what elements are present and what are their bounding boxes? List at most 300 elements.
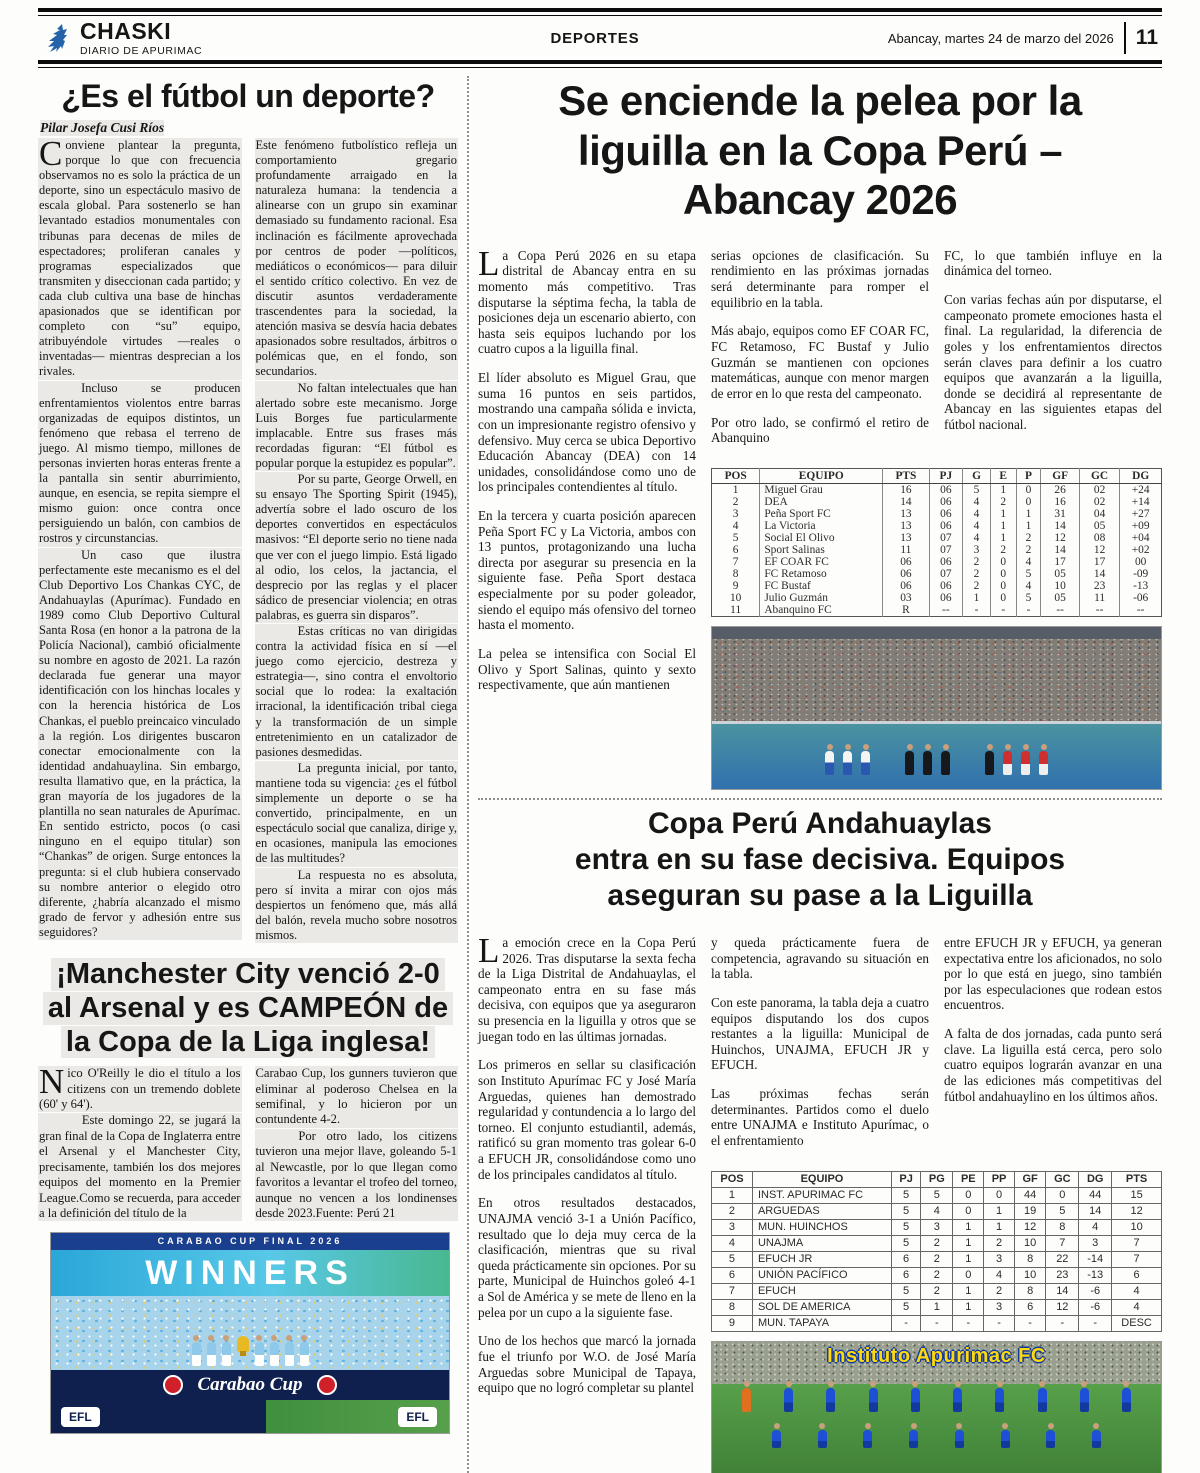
paragraph: Conviene plantear la pregunta, porque lo que con frecuencia observamos no es solo la práctica de un deporte, sino un espectáculo masivo de escala global. Para sostenerlo se han levantado estadios monumentales con tribunas para decenas de miles de espectadores; proliferan canales y programas especializados que transmiten y diseccionan cada partido; y cada club cultiva una base de hinchas apasionados que se identifican por completo con “su” equipo, atribuyéndole virtudes —reales o inventadas— mientras desprecian a los rivales. xyxy=(39,134,241,379)
team-photo xyxy=(711,1341,1162,1473)
player-figure xyxy=(270,1342,279,1366)
paragraph: Más abajo, equipos como EF COAR FC, FC Retamoso, FC Bustaf y Julio Guzmán se mantienen con opciones matemáticas, aunque con menor margen de error en lo que resta del campeonato. xyxy=(711,323,929,401)
cell: 10 xyxy=(1041,580,1080,592)
column-header: POS xyxy=(712,1171,753,1187)
cell: - xyxy=(984,1315,1015,1331)
cell: 8 xyxy=(1014,1283,1045,1299)
header-bottom-rule xyxy=(38,60,1162,68)
paragraph: Incluso se producen enfrentamientos violentos entre barras organizadas de equipos distintos, un fenómeno que rebasa el terreno de juego. Al mismo tiempo, millones de personas invierten horas enteras frente a la pantalla sin sentir aburrimiento, aunque, en esencia, se repita siempre el mismo guion: once contra once persiguiendo un balón, con cambios de rostros y circunstancias. xyxy=(39,380,241,546)
table-row xyxy=(712,520,1162,532)
cell: UNIÓN PACÍFICO xyxy=(752,1267,891,1283)
table-row xyxy=(712,544,1162,556)
carabao-badge-icon xyxy=(163,1375,183,1395)
cell: 44 xyxy=(1079,1187,1112,1203)
cell: 2 xyxy=(984,1283,1015,1299)
winners-banner: WINNERS xyxy=(51,1250,449,1296)
cell: 14 xyxy=(1041,544,1080,556)
player-figure xyxy=(1003,751,1012,775)
cell: Social El Olivo xyxy=(760,532,883,544)
headline-line: Se enciende la pelea por la xyxy=(558,77,1082,124)
cell: 4 xyxy=(732,519,739,532)
article-manchester-city xyxy=(38,958,458,1434)
cell: 5 xyxy=(921,1187,953,1203)
player-figure xyxy=(1092,1430,1101,1448)
goalkeeper-figure xyxy=(742,1388,751,1412)
cell: -13 xyxy=(1120,580,1162,592)
cell: 06 xyxy=(929,508,963,520)
cell: Miguel Grau xyxy=(760,483,883,496)
column-header: GC xyxy=(1046,1171,1079,1187)
player-figure xyxy=(818,1430,827,1448)
cell: 14 xyxy=(883,496,929,508)
cell: 0 xyxy=(1016,496,1041,508)
cell: MUN. HUINCHOS xyxy=(752,1219,891,1235)
paragraph: En la tercera y cuarta posición aparecen Peña Sport FC y La Victoria, ambos con 13 puntos, protagonizando una lucha directa por asegurar su presencia en la siguiente fase. Peña Sport destaca especialmente por su poder goleador, siendo el equipo más ofensivo del torneo hasta el momento. xyxy=(478,508,696,633)
cell: 2 xyxy=(712,1203,753,1219)
cell: 22 xyxy=(1046,1251,1079,1267)
article-copa-peru-andahuaylas xyxy=(478,806,1162,1473)
table-row xyxy=(712,556,1162,568)
cell: 6 xyxy=(891,1251,920,1267)
column-header: GF xyxy=(1014,1171,1045,1187)
cell: 17 xyxy=(1079,556,1119,568)
cell: 7 xyxy=(1046,1235,1079,1251)
player-figure xyxy=(255,1342,264,1366)
cell: - xyxy=(990,604,1016,617)
cell: - xyxy=(921,1315,953,1331)
cell: 06 xyxy=(929,483,963,496)
byline: Pilar Josefa Cusi Ríos xyxy=(40,120,165,135)
cell: 4 xyxy=(1112,1299,1162,1315)
cell: La Victoria xyxy=(760,520,883,532)
cell: 10 xyxy=(1112,1219,1162,1235)
cell: 2 xyxy=(1016,532,1041,544)
player-figure xyxy=(863,1430,872,1448)
cell: 14 xyxy=(1079,1203,1112,1219)
paragraph: La emoción crece en la Copa Perú 2026. Tras disputarse la sexta fecha de la Liga Distrital de Andahuaylas, el campeonato entra en su fase más decisiva, con equipos que ya aseguraron su presencia en la liguilla y otros que se juegan todo en las últimas jornadas. xyxy=(478,931,696,1044)
cell: 3 xyxy=(984,1251,1015,1267)
cell: 7 xyxy=(1112,1251,1162,1267)
cell: 2 xyxy=(963,568,991,580)
cell: 19 xyxy=(1014,1203,1045,1219)
player-figure xyxy=(953,1388,962,1412)
header-divider xyxy=(1124,22,1126,54)
column-header: PP xyxy=(984,1171,1015,1187)
cell: 0 xyxy=(953,1187,984,1203)
cell: 1 xyxy=(921,1299,953,1315)
column-header: PJ xyxy=(891,1171,920,1187)
player-figure xyxy=(1046,1430,1055,1448)
table-row xyxy=(712,1299,1162,1315)
body-column xyxy=(38,1062,242,1222)
article-title xyxy=(478,806,1162,914)
table-row xyxy=(712,604,1162,617)
cell: 4 xyxy=(984,1267,1015,1283)
player-figure xyxy=(192,1342,201,1366)
headline-line: al Arsenal y es CAMPEÓN de xyxy=(43,992,453,1025)
cell: 15 xyxy=(1112,1187,1162,1203)
table-row xyxy=(712,483,1162,496)
column-header: G xyxy=(963,468,991,483)
efl-strip xyxy=(51,1400,449,1434)
section-divider xyxy=(478,798,1162,800)
cell: 06 xyxy=(929,496,963,508)
cell: 5 xyxy=(732,531,739,544)
cell: 0 xyxy=(990,556,1016,568)
cell: 2 xyxy=(921,1283,953,1299)
cell: +09 xyxy=(1120,520,1162,532)
cell: 1 xyxy=(732,483,739,496)
player-figure xyxy=(1080,1388,1089,1412)
cell: 4 xyxy=(921,1203,953,1219)
cell: 12 xyxy=(1014,1219,1045,1235)
cell: 23 xyxy=(1046,1267,1079,1283)
celebrating-players xyxy=(51,1296,449,1370)
column-header: EQUIPO xyxy=(760,468,883,483)
header-top-rule xyxy=(38,8,1162,16)
cell: 2 xyxy=(963,580,991,592)
cell: 4 xyxy=(963,508,991,520)
cell: 9 xyxy=(712,1315,753,1331)
cell: 07 xyxy=(929,568,963,580)
column-header: E xyxy=(990,468,1016,483)
player-figure xyxy=(861,751,870,775)
cell: 4 xyxy=(963,520,991,532)
headline-line: Abancay 2026 xyxy=(682,176,958,224)
player-figure xyxy=(826,1388,835,1412)
column-header: P xyxy=(1016,468,1041,483)
cell: 2 xyxy=(984,1235,1015,1251)
cell: 3 xyxy=(984,1299,1015,1315)
table-row xyxy=(712,1203,1162,1219)
cell: 14 xyxy=(1041,520,1080,532)
paragraph: y queda prácticamente fuera de competencia, agravando su situación en la tabla. xyxy=(711,935,929,982)
cell: Abanquino FC xyxy=(760,604,883,617)
cell: DEA xyxy=(760,496,883,508)
cell: FC Retamoso xyxy=(760,568,883,580)
carabao-cup-photo xyxy=(50,1232,450,1434)
paragraph: serias opciones de clasificación. Su rendimiento en las próximas jornadas será determinante para romper el equilibrio en la tabla. xyxy=(711,247,929,310)
article-copa-peru-abancay xyxy=(478,76,1162,790)
cell: 00 xyxy=(1120,556,1162,568)
cell: 02 xyxy=(1079,483,1119,496)
table-row xyxy=(712,1267,1162,1283)
cell: 5 xyxy=(891,1203,920,1219)
cell: 0 xyxy=(984,1187,1015,1203)
body-column xyxy=(711,235,929,459)
cell: 3 xyxy=(712,1219,753,1235)
trophy-icon xyxy=(237,1336,249,1352)
cell: 0 xyxy=(1046,1187,1079,1203)
cell: 5 xyxy=(1016,568,1041,580)
cell: 12 xyxy=(1112,1203,1162,1219)
cell: 5 xyxy=(712,1251,753,1267)
cell: 0 xyxy=(953,1267,984,1283)
cell: 1 xyxy=(953,1251,984,1267)
cell: 1 xyxy=(1016,508,1041,520)
paragraph: Uno de los hechos que marcó la jornada fue el triunfo por W.O. de José María Arguedas sobre Municipal de Tapaya, equipo que no logró completar su plantel xyxy=(478,1333,696,1396)
cell: R xyxy=(883,604,929,617)
column-header: PE xyxy=(953,1171,984,1187)
cell: -- xyxy=(1041,604,1080,617)
player-figure xyxy=(1021,751,1030,775)
carabao-final-banner: CARABAO CUP FINAL 2026 xyxy=(51,1233,449,1250)
cell: 44 xyxy=(1014,1187,1045,1203)
body-column xyxy=(255,138,459,944)
body-column xyxy=(255,1066,459,1222)
cell: 6 xyxy=(1112,1267,1162,1283)
cell: - xyxy=(1016,604,1041,617)
cell: 8 xyxy=(1046,1219,1079,1235)
cell: 26 xyxy=(1041,483,1080,496)
cell: 02 xyxy=(1079,496,1119,508)
table-row xyxy=(712,580,1162,592)
table-row xyxy=(712,1251,1162,1267)
article-title: ¿Es el fútbol un deporte? xyxy=(61,78,435,114)
cell: 5 xyxy=(891,1235,920,1251)
cell: 0 xyxy=(990,568,1016,580)
paragraph: En otros resultados destacados, UNAJMA venció 3-1 a Unión Pacífico, resultado que lo deja muy cerca de la clasificación, mientras que su rival queda prácticamente sin opciones. Por su parte, Municipal de Huinchos goleó 4-1 a Sol de América y se mete de lleno en la pelea por un cupo a la siguiente fase. xyxy=(478,1195,696,1320)
player-figure xyxy=(955,1430,964,1448)
right-section xyxy=(478,76,1162,1473)
table-row xyxy=(712,1187,1162,1203)
cell: 3 xyxy=(921,1219,953,1235)
headline-line: entra en su fase decisiva. Equipos xyxy=(574,842,1066,876)
cell: 2 xyxy=(921,1267,953,1283)
cell: 17 xyxy=(1041,556,1080,568)
cell: 7 xyxy=(732,555,739,568)
cell: 6 xyxy=(732,543,739,556)
cell: 2 xyxy=(990,496,1016,508)
cell: -- xyxy=(929,604,963,617)
cell: -06 xyxy=(1120,592,1162,604)
cell: 0 xyxy=(990,592,1016,604)
cell: -13 xyxy=(1079,1267,1112,1283)
cell: 06 xyxy=(929,556,963,568)
player-figure xyxy=(1039,751,1048,775)
cell: 5 xyxy=(891,1299,920,1315)
table-row xyxy=(712,1315,1162,1331)
paragraph: No faltan intelectuales que han alertado sobre este mecanismo. Jorge Luis Borges fue particularmente implacable. Entre sus frases más recordadas figuran: “El fútbol es popular porque la estupidez es popular”. xyxy=(255,380,457,470)
cell: 4 xyxy=(1016,580,1041,592)
cell: 8 xyxy=(732,567,739,580)
cell: +24 xyxy=(1120,483,1162,496)
page-body xyxy=(0,68,1200,1473)
cell: 1 xyxy=(990,532,1016,544)
column-header: PJ xyxy=(929,468,963,483)
cell: - xyxy=(963,604,991,617)
paragraph: Por otro lado, los citizens tuvieron una mejor llave, goleando 5-1 al Newcastle, por lo que llegan como favoritos a levantar el trofeo del torneo, aunque no vencen a los londinenses desde 2023.Fuente: Perú 21 xyxy=(255,1128,457,1220)
cell: 4 xyxy=(963,496,991,508)
page-date: Abancay, martes 24 de marzo del 2026 xyxy=(887,30,1114,46)
article-title xyxy=(478,76,1162,225)
cell: UNAJMA xyxy=(752,1235,891,1251)
table-row xyxy=(712,1283,1162,1299)
date-block xyxy=(888,22,1158,54)
cell: 7 xyxy=(1112,1235,1162,1251)
cell: 6 xyxy=(712,1267,753,1283)
cell: 5 xyxy=(891,1283,920,1299)
player-figure xyxy=(1001,1430,1010,1448)
paragraph: FC, lo que también influye en la dinámica del torneo. xyxy=(944,247,1162,279)
cell: 5 xyxy=(1046,1203,1079,1219)
referee-figure xyxy=(941,751,950,775)
cell: 6 xyxy=(891,1267,920,1283)
page-number: 11 xyxy=(1135,26,1158,49)
cell: -6 xyxy=(1079,1299,1112,1315)
paragraph: entre EFUCH JR y EFUCH, ya generan expectativa entre los aficionados, no solo por lo que está en juego, sino también por las especulaciones que rodean estos encuentros. xyxy=(944,935,1162,1013)
cell: 06 xyxy=(929,580,963,592)
efl-logo: EFL xyxy=(398,1407,437,1427)
match-photo xyxy=(711,626,1162,790)
player-figure xyxy=(909,1430,918,1448)
cell: 1 xyxy=(963,592,991,604)
paragraph: Por su parte, George Orwell, en su ensayo The Sporting Spirit (1945), advertía sobre el lado oscuro de los deportes convertidos en espectáculos masivos: “El deporte serio no tiene nada que ver con el juego limpio. Está ligado al odio, los celos, la jactancia, el desprecio por las reglas y el placer sádico de presenciar violencia; en otras palabras, es guerra sin disparos”. xyxy=(255,472,457,622)
table-row xyxy=(712,1219,1162,1235)
headline-line: la Copa de la Liga inglesa! xyxy=(61,1026,435,1059)
cell: 06 xyxy=(929,520,963,532)
cell: 04 xyxy=(1079,508,1119,520)
cell: +14 xyxy=(1120,496,1162,508)
cell: 5 xyxy=(1016,592,1041,604)
paragraph: Las próximas fechas serán determinantes. Partidos como el duelo entre UNAJMA e Instituto Apurímac, o el enfrentamiento xyxy=(711,1086,929,1149)
column-header: POS xyxy=(712,468,760,483)
cell: - xyxy=(1014,1315,1045,1331)
cell: INST. APURIMAC FC xyxy=(752,1187,891,1203)
brand-name: CHASKI xyxy=(80,17,172,44)
table-row xyxy=(712,532,1162,544)
cell: Julio Guzmán xyxy=(760,592,883,604)
paragraph: Un caso que ilustra perfectamente este mecanismo es el del Club Deportivo Los Chankas CYC, de Andahuaylas (Apurímac). Fundado en 1989 como Club Deportivo Cultural Santa Rosa (en honor a la patrona de la Policía Nacional), cambió oficialmente su nombre en agosto de 2021. La razón declarada fue generar una mayor identificación con los hinchas locales y con la herencia histórica de Los Chankas, el pueblo preincaico vinculado a la región. Los dirigentes buscaron conectar emocionalmente con la identidad andahuaylina. Sin embargo, resulta llamativo que, en la práctica, la gran mayoría de los jugadores de la plantilla no sean naturales de Apurímac. En sentido estricto, pocos (o casi ninguno en el equipo titular) son “Chankas” de origen. Surge entonces la pregunta: si el club hubiera conservado su nombre anterior o elegido otro diferente, ¿habría alcanzado el mismo grado de fervor y adhesión entre sus seguidores? xyxy=(39,547,241,939)
cell: 10 xyxy=(1014,1235,1045,1251)
cell: 10 xyxy=(1014,1267,1045,1283)
cell: 5 xyxy=(891,1219,920,1235)
cell: 1 xyxy=(990,508,1016,520)
player-figure xyxy=(869,1388,878,1412)
body-column xyxy=(711,922,929,1162)
player-figure xyxy=(911,1388,920,1412)
cell: - xyxy=(1079,1315,1112,1331)
cell: 5 xyxy=(963,483,991,496)
cell: EFUCH xyxy=(752,1283,891,1299)
table-row xyxy=(712,508,1162,520)
cell: 2 xyxy=(990,544,1016,556)
cell: EFUCH JR xyxy=(752,1251,891,1267)
paragraph: A falta de dos jornadas, cada punto será clave. La liguilla está cerca, pero solo cuatro equipos lograrán avanzar en una de las ediciones más competitivas del fútbol andahuaylino en los últimos años. xyxy=(944,1026,1162,1104)
cell: 4 xyxy=(712,1235,753,1251)
player-figure xyxy=(1122,1388,1131,1412)
cell: 1 xyxy=(990,520,1016,532)
cell: 03 xyxy=(883,592,929,604)
cell: DESC xyxy=(1112,1315,1162,1331)
paragraph: Con este panorama, la tabla deja a cuatro equipos disputando los dos cupos restantes a la liguilla: Municipal de Huinchos, UNAJMA, EFUCH JR y EFUCH. xyxy=(711,995,929,1073)
cell: SOL DE AMERICA xyxy=(752,1299,891,1315)
cell: - xyxy=(891,1315,920,1331)
headline-line: Copa Perú Andahuaylas xyxy=(648,806,992,840)
cell: Sport Salinas xyxy=(760,544,883,556)
cell: -- xyxy=(1079,604,1119,617)
stadium-roof xyxy=(712,627,1161,639)
cell: 1 xyxy=(984,1219,1015,1235)
paragraph: Los primeros en sellar su clasificación son Instituto Apurímac FC y José María Arguedas, quienes han demostrado regularidad y contundencia a lo largo del torneo. El conjunto estudiantil, además, ratificó su gran momento tras golear 6-0 a EFUCH JR, consolidándose como uno de los principales candidatos al título. xyxy=(478,1057,696,1182)
cell: 1 xyxy=(953,1283,984,1299)
player-figure xyxy=(300,1342,309,1366)
standings-table xyxy=(711,1171,1162,1332)
cell: 3 xyxy=(732,507,739,520)
carabao-badge-icon xyxy=(317,1375,337,1395)
cell: 14 xyxy=(1046,1283,1079,1299)
paragraph: Nico O'Reilly le dio el título a los citizens con un tremendo doblete (60' y 64'). xyxy=(39,1062,241,1112)
column-divider xyxy=(467,76,469,1473)
cell: 4 xyxy=(1079,1219,1112,1235)
stadium-crowd xyxy=(712,627,1161,724)
player-figure xyxy=(843,751,852,775)
paragraph: La Copa Perú 2026 en su etapa distrital de Abancay entra en su momento más competitivo. Tras disputarse la séptima fecha, la tabla de posiciones deja un escenario abierto, con hasta seis equipos luchando por los cuatro cupos a la liguilla final. xyxy=(478,243,696,357)
body-column xyxy=(478,235,696,790)
column-header: PTS xyxy=(883,468,929,483)
paragraph: Este fenómeno futbolístico refleja un comportamiento gregario profundamente arraigado en la naturaleza humana: la tendencia a alinearse con un grupo sin examinar demasiado su fundamento racional. Esa inclinación es fácilmente aprovechada por centros de poder —políticos, mediáticos o económicos— para diluir el sentido crítico colectivo. En vez de discutir asuntos verdaderamente trascendentes para la sociedad, la atención masiva se desvía hacia debates apasionados sobre resultados, árbitros o polémicas que, en el fondo, son secundarios. xyxy=(255,138,457,379)
cell: 0 xyxy=(953,1203,984,1219)
cell: 06 xyxy=(883,580,929,592)
cell: +04 xyxy=(1120,532,1162,544)
cell: -14 xyxy=(1079,1251,1112,1267)
standings-table xyxy=(711,468,1162,617)
cell: 8 xyxy=(712,1299,753,1315)
cell: 2 xyxy=(963,556,991,568)
table-row xyxy=(712,568,1162,580)
cell: 16 xyxy=(1041,496,1080,508)
cell: 4 xyxy=(1112,1283,1162,1299)
standings-table-abancay xyxy=(711,468,1162,617)
cell: 05 xyxy=(1041,592,1080,604)
player-figure xyxy=(995,1388,1004,1412)
paragraph: La pelea se intensifica con Social El Olivo y Sport Salinas, quinto y sexto respectivamente, que aún mantienen xyxy=(478,646,696,693)
referee-figure xyxy=(905,751,914,775)
body-column xyxy=(38,134,242,944)
cell: 11 xyxy=(730,603,742,616)
cell: 2 xyxy=(921,1251,953,1267)
paragraph: La respuesta no es absoluta, pero sí invita a mirar con ojos más despiertos un fenómeno que, más allá del balón, revela mucho sobre nosotros mismos. xyxy=(255,867,457,942)
player-figure xyxy=(207,1342,216,1366)
paragraph: Por otro lado, se confirmó el retiro de Abanquino xyxy=(711,414,929,446)
cell: -6 xyxy=(1079,1283,1112,1299)
column-header: EQUIPO xyxy=(752,1171,891,1187)
brand-tagline: DIARIO DE APURIMAC xyxy=(80,44,203,57)
headline-line: liguilla en la Copa Perú – xyxy=(577,126,1063,174)
column-header: DG xyxy=(1079,1171,1112,1187)
cell: 3 xyxy=(963,544,991,556)
cell: 1 xyxy=(953,1219,984,1235)
column-header: DG xyxy=(1120,468,1162,483)
team-photo-caption: Instituto Apurimac FC xyxy=(827,1344,1046,1367)
cell: - xyxy=(953,1315,984,1331)
table-row xyxy=(712,592,1162,604)
player-figure xyxy=(825,751,834,775)
cell: 1 xyxy=(953,1235,984,1251)
cell: 2 xyxy=(1016,544,1041,556)
paragraph: Con varias fechas aún por disputarse, el campeonato promete emociones hasta el final. La regularidad, la diferencia de goles y los enfrentamientos directos serán claves para definir a los cuatro equipos que avanzarán a la liguilla, donde se decidirá al representante de Abancay en las siguientes etapas del fútbol nacional. xyxy=(944,292,1162,432)
cell: 12 xyxy=(1046,1299,1079,1315)
section-title: DEPORTES xyxy=(550,29,640,47)
body-column xyxy=(478,922,696,1473)
left-section xyxy=(38,76,458,1473)
cell: 11 xyxy=(1079,592,1119,604)
player-figure xyxy=(222,1342,231,1366)
referee-figure xyxy=(923,751,932,775)
cell: 1 xyxy=(953,1299,984,1315)
cell: 3 xyxy=(1079,1235,1112,1251)
paragraph: Este domingo 22, se jugará la gran final de la Copa de Inglaterra entre el Arsenal y el Manchester City, precisamente, también los dos mejores equipos del momento en la Premier League.Como se recuerda, para acceder a la definición del título de la xyxy=(39,1113,241,1220)
